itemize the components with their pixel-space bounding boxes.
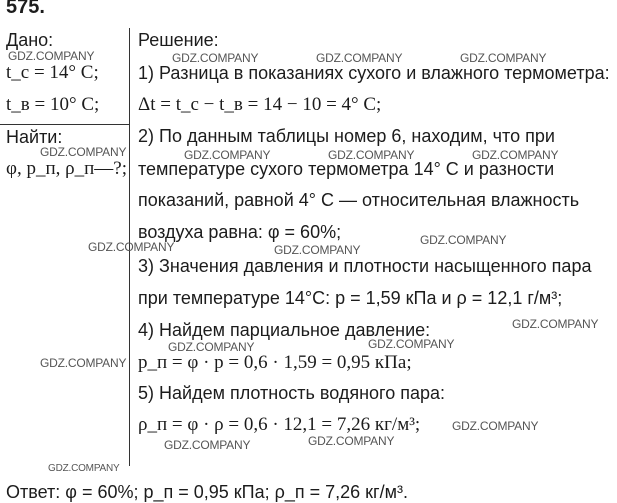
watermark: GDZ.COMPANY xyxy=(88,240,175,254)
problem-number: 575. xyxy=(6,0,45,18)
watermark: GDZ.COMPANY xyxy=(184,148,271,162)
given-line-1: t_c = 14° C; xyxy=(6,62,99,83)
solution-line-11: 5) Найдем плотность водяного пара: xyxy=(138,383,445,403)
answer-line: Ответ: φ = 60%; p_п = 0,95 кПа; ρ_п = 7,26 кг/м³. xyxy=(6,482,408,502)
solution-line-3: 2) По данным таблицы номер 6, находим, что при xyxy=(138,126,555,146)
watermark: GDZ.COMPANY xyxy=(512,317,599,331)
watermark: GDZ.COMPANY xyxy=(472,148,559,162)
solution-line-12: ρ_п = φ · ρ = 0,6 · 12,1 = 7,26 кг/м³; xyxy=(138,414,421,435)
given-line-2: t_в = 10° C; xyxy=(6,94,100,115)
solution-line-2: Δt = t_c − t_в = 14 − 10 = 4° C; xyxy=(138,94,382,115)
watermark: GDZ.COMPANY xyxy=(420,233,507,247)
solution-line-6: воздуха равна: φ = 60%; xyxy=(138,222,342,242)
watermark: GDZ.COMPANY xyxy=(8,49,95,63)
watermark: GDZ.COMPANY xyxy=(40,356,127,370)
watermark: GDZ.COMPANY xyxy=(164,438,251,452)
solution-line-9: 4) Найдем парциальное давление: xyxy=(138,320,431,340)
solution-line-5: показаний, равной 4° C — относительная влажность xyxy=(138,190,580,210)
solution-heading: Решение: xyxy=(138,30,219,50)
find-heading: Найти: xyxy=(6,127,63,147)
solution-line-1: 1) Разница в показаниях сухого и влажного термометра: xyxy=(138,63,610,83)
watermark: GDZ.COMPANY xyxy=(452,419,539,433)
watermark: GDZ.COMPANY xyxy=(168,340,255,354)
find-line-1: φ, p_п, ρ_п—?; xyxy=(6,158,127,179)
solution-line-7: 3) Значения давления и плотности насыщенного пара xyxy=(138,256,592,276)
solution-line-10: p_п = φ · p = 0,6 · 1,59 = 0,95 кПа; xyxy=(138,352,412,373)
solution-line-4: температуре сухого термометра 14° C и разности xyxy=(138,159,555,179)
watermark: GDZ.COMPANY xyxy=(316,51,403,65)
watermark: GDZ.COMPANY xyxy=(274,243,361,257)
given-heading: Дано: xyxy=(6,30,54,50)
watermark: GDZ.COMPANY xyxy=(328,148,415,162)
watermark: GDZ.COMPANY xyxy=(48,463,120,474)
watermark: GDZ.COMPANY xyxy=(460,51,547,65)
solution-line-8: при температуре 14°C: p = 1,59 кПа и ρ = 12,1 г/м³; xyxy=(138,288,563,308)
divider-horizontal xyxy=(0,124,130,125)
watermark: GDZ.COMPANY xyxy=(172,51,259,65)
watermark: GDZ.COMPANY xyxy=(368,337,455,351)
watermark: GDZ.COMPANY xyxy=(40,145,127,159)
watermark: GDZ.COMPANY xyxy=(308,434,395,448)
